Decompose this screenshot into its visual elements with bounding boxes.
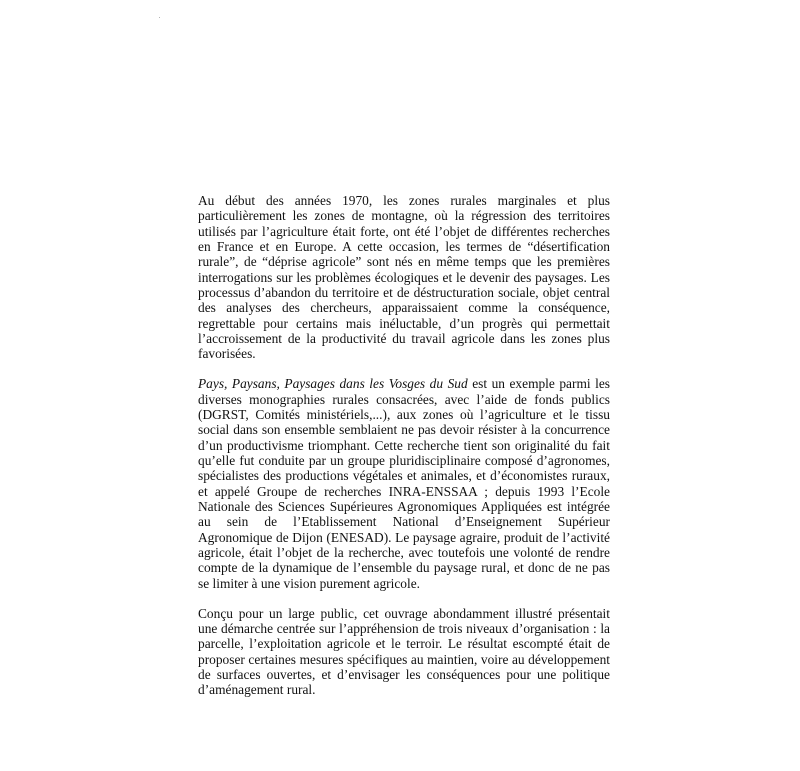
- body-text: [198, 193, 610, 698]
- book-title: Pays, Paysans, Paysages dans les Vosges du Sud: [198, 376, 468, 392]
- paragraph-study-description-text: est un exemple parmi les diverses monographies rurales consacrées, avec l’aide de fonds publics (DGRST, Comités ministériels,...), aux zones où l’agriculture et le tissu social dans son ensemble semblaient ne pas devoir résister à la concurrence d’un productivisme triomphant. Cette recherche tient son originalité du fait qu’elle fut conduite par un groupe pluridisciplinaire composé d’agronomes, spécialistes des productions végétales et animales, et d’économistes ruraux, et appelé Groupe de recherches INRA-ENSSAA ; depuis 1993 l’Ecole Nationale des Sciences Supérieures Agronomiques Appliquées est intégrée au sein de l’Etablissement National d’Enseignement Supérieur Agronomique de Dijon (ENESAD). Le paysage agraire, produit de l’activité agricole, était l’objet de la recherche, avec toutefois une volonté de rendre compte de la dynamique de l’ensemble du paysage rural, et donc de ne pas se limiter à une vision purement agricole.: [198, 376, 610, 591]
- paragraph-conclusion: [198, 606, 610, 698]
- paragraph-introduction: [198, 193, 610, 362]
- paragraph-introduction-text: Au début des années 1970, les zones rurales marginales et plus particulièrement les zones de montagne, où la régression des territoires utilisés par l’agriculture était forte, ont été l’objet de différentes recherches en France et en Europe. A cette occasion, les termes de “désertification rurale”, de “déprise agricole” sont nés en même temps que les premières interrogations sur les problèmes écologiques et le devenir des paysages. Les processus d’abandon du territoire et de déstructuration sociale, objet central des analyses des chercheurs, apparaissaient comme la conséquence, regrettable pour certains mais inéluctable, d’un progrès qui permettait l’accroissement de la productivité du travail agricole dans les zones plus favorisées.: [198, 193, 610, 362]
- paragraph-study-description: [198, 376, 610, 591]
- scan-speck: [159, 17, 160, 18]
- paragraph-conclusion-text: Conçu pour un large public, cet ouvrage abondamment illustré présentait une démarche centrée sur l’appréhension de trois niveaux d’organisation : la parcelle, l’exploitation agricole et le terroir. Le résultat escompté était de proposer certaines mesures spécifiques au maintien, voire au développement de surfaces ouvertes, et d’envisager les conséquences pour une politique d’aménagement rural.: [198, 605, 610, 698]
